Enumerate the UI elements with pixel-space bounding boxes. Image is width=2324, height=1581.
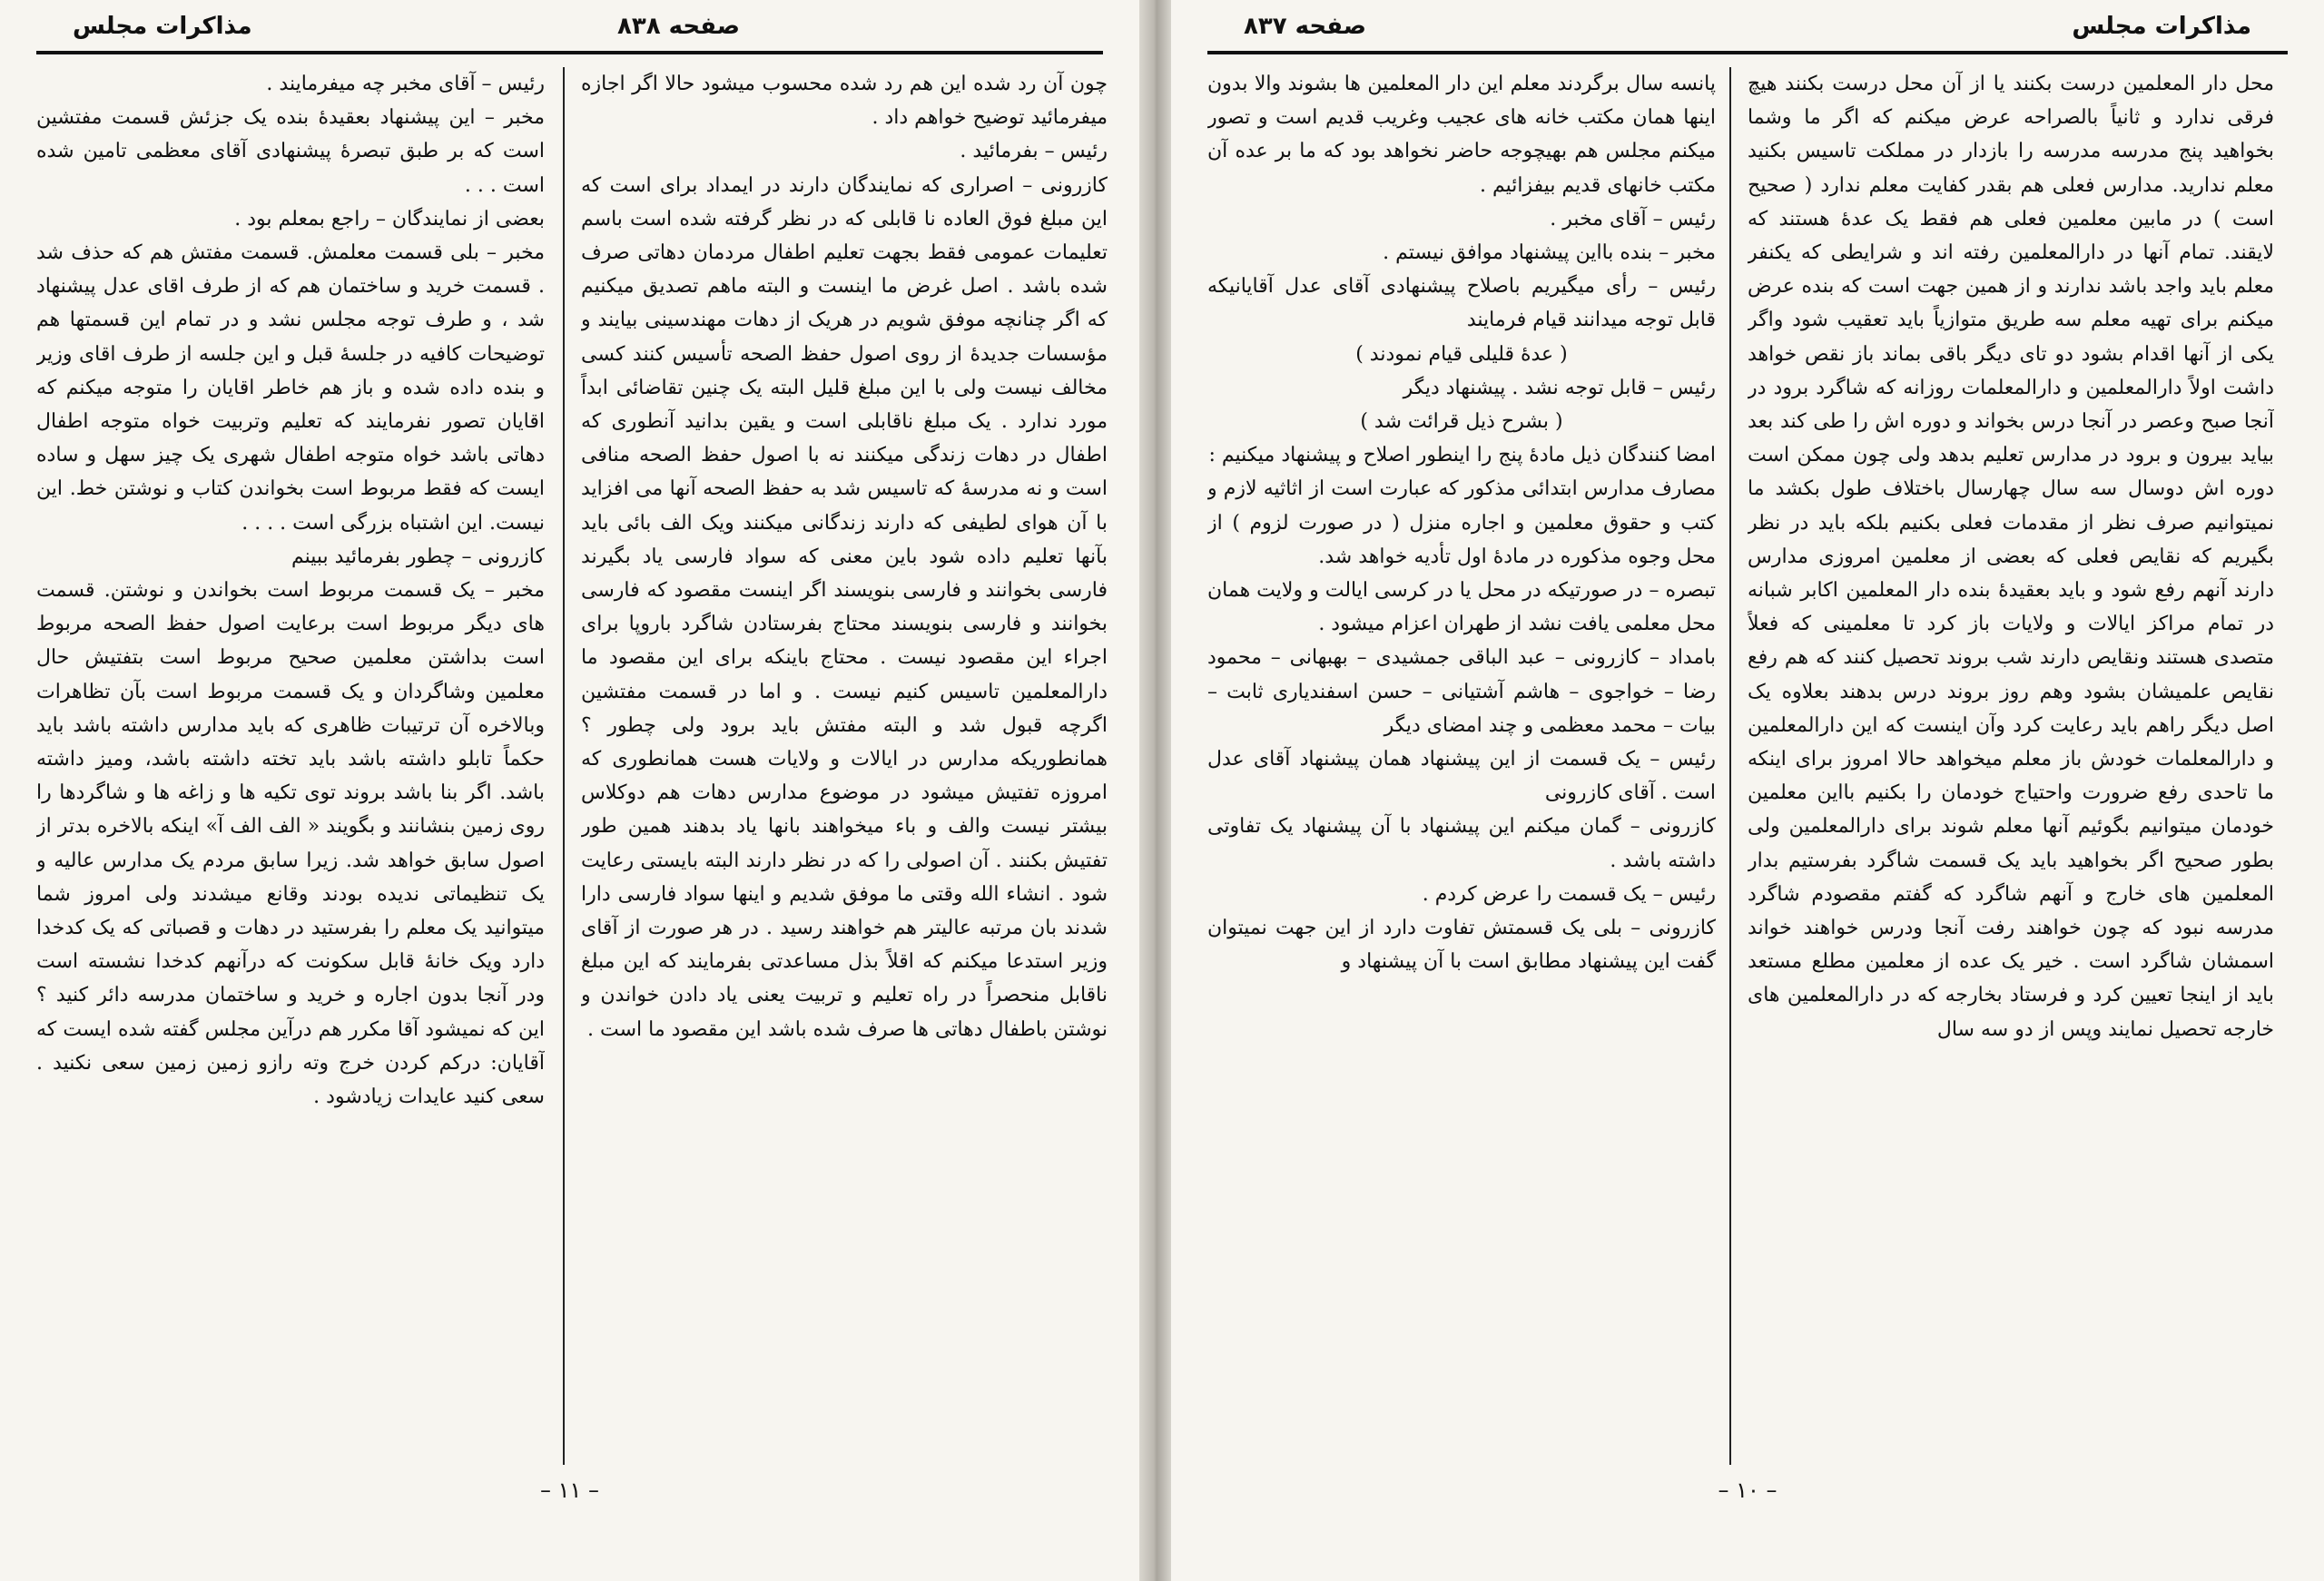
paragraph: رئیس – آقای مخبر چه میفرمایند . [266,73,545,95]
paragraph: رئیس – قابل توجه نشد . پیشنهاد دیگر [1403,376,1716,399]
paragraph: بامداد – کازرونی – عبد الباقی جمشیدی – بهبهانی – محمود رضا – خواجوی – هاشم آشتیانی – حسن اسفندیاری ثابت – بیات – محمد معظمی و چند امضای دیگر [1207,646,1716,737]
paragraph: بعضی از نمایندگان – راجع بمعلم بود . [234,207,545,231]
right-page-column-right [1748,67,2274,1465]
right-page-column-left [1207,67,1716,1465]
right-page-header [1207,13,2288,49]
left-page-column-left [36,67,545,1465]
paragraph: رئیس – یک قسمت از این پیشنهاد همان پیشنهاد آقای عدل است . آقای کازرونی [1207,748,1716,805]
right-page [1171,0,2324,1581]
right-page-title: مذاکرات مجلس [2072,13,2251,40]
left-page [0,0,1139,1581]
left-header-rule [36,51,1103,54]
paragraph: محل دار المعلمین درست بکنند یا از آن محل درست بکنند هیچ فرقی ندارد و ثانیاً بالصراحه عرض میکنم که اگر ما وشما بخواهید پنج مدرسه مدرسه را بازدار در مملکت تاسیس بکنید معلم ندارید. مدارس فعلی هم بقدر کفایت معلم ندارد ( صحیح است ) در مابین معلمین فعلی هم فقط یک عدهٔ هستند که لایقند. تمام آنها در دارالمعلمین رفته اند و شرایطی که یکنفر معلم باید واجد باشد ندارند و از همین جهت است که بنده عرض میکنم برای تهیه معلم سه طریق متوازیاً باید تعقیب شود واگر یکی از آنها اقدام بشود دو تای دیگر باقی بماند باز نقص خواهد داشت اولاً دارالمعلمین و دارالمعلمات روزانه که شاگرد برود در آنجا صبح وعصر در آنجا درس بخواند و دوره اش را طی کند بعد بیاید بیرون و برود در مدارس تعلیم بدهد ولی چون ممکن است دوره اش دوسال سه سال چهارسال باختلاف طول بکشد ما نمیتوانیم صرف نظر از مقدمات فعلی بکنیم بلکه باید در نظر بگیریم که نقایص فعلی که بعضی از معلمین امروزی مدارس دارند آنهم رفع شود و باید بعقیدهٔ بنده دار المعلمین اکابر شبانه در تمام مراکز ایالات و ولایات باز کرد تا معلمینی که فعلاً متصدی هستند ونقایص دارند شب بروند تحصیل کنند که هم رفع نقایص علمیشان بشود وهم روز بروند درس بدهند بعلاوه یک اصل دیگر راهم باید رعایت کرد وآن اینست که این دارالمعلمین و دارالمعلمات خودش باز معلم میخواهد حالا امروز برای اینکه ما تاحدی رفع ضرورت واحتیاج خودمان را بکنیم بااین معلمین خودمان میتوانیم بگوئیم آنها معلم شوند برای دارالمعلمین ولی بطور صحیح اگر بخواهید باید یک قسمت شاگرد بفرستیم بدار المعلمین های خارج و آنهم شاگرد که گفتم مقصودم شاگرد مدرسه نبود که چون خواهند رفت آنجا ودرس خواهند خواند اسمشان شاگرد است . خیر یک عده از معلمین مطلع مستعد باید از اینجا تعیین کرد و فرستاد بخارجه که در دارالمعلمین های خارجه تحصیل نمایند وپس از دو سه سال [1748,73,2274,1041]
left-page-title: مذاکرات مجلس [73,13,252,40]
left-page-column-right [581,67,1108,1465]
paragraph: رئیس – رأی میگیریم باصلاح پیشنهادی آقای عدل آقایانیکه قابل توجه میدانند قیام فرمایند [1207,275,1716,332]
paragraph: مصارف مدارس ابتدائی مذکور که عبارت است از اثاثیه لازم و کتب و حقوق معلمین و اجاره منزل ( در صورت لزوم ) از محل وجوه مذکوره در مادهٔ اول تأدیه خواهد شد. [1207,477,1716,568]
paragraph: چون آن رد شده این هم رد شده محسوب میشود حالا اگر اجازه میفرمائید توضیح خواهم داد . [581,73,1108,130]
right-page-footer-number: – ۱۰ – [1718,1478,1777,1503]
right-page-footer [1171,1478,2324,1503]
right-header-rule [1207,51,2288,54]
paragraph: تبصره – در صورتیکه در محل یا در کرسی ایالت و ولایت همان محل معلمی یافت نشد از طهران اعزام میشود . [1207,579,1716,636]
left-page-column-divider [563,67,565,1465]
right-page-number: صفحه ۸۳۷ [1244,13,1367,40]
paragraph: کازرونی – اصراری که نمایندگان دارند در ایمداد برای است که این مبلغ فوق العاده نا قابلی که در نظر گرفته شده است باسم تعلیمات عمومی فقط بجهت تعلیم اطفال مردمان دهاتی صرف شده باشد . اصل غرض ما اینست و البته ماهم تصدیق میکنیم که اگر چنانچه موفق شویم در هریک از دهات مهندسینی بیایند و مؤسسات جدیدهٔ از روی اصول حفظ الصحه تأسیس کنند کسی مخالف نیست ولی با این مبلغ قلیل البته یک چنین تقاضائی ابداً مورد ندارد . یک مبلغ ناقابلی است و یقین بدانید آنطوری که اطفال در دهات زندگی میکنند نه با اصول حفظ الصحه منافی است و نه مدرسهٔ که تاسیس شد به حفظ الصحه آنها می افزاید با آن هوای لطیفی که دارند زندگانی میکنند ویک الف بائی باید بآنها تعلیم داده شود باین معنی که سواد فارسی یاد بگیرند فارسی بخوانند و فارسی بنویسند اگر اینست مقصود که فارسی بخوانند و فارسی بنویسند محتاج بفرستادن شاگرد باروپا برای اجراء این مقصود نیست . محتاج باینکه برای این مقصود ما دارالمعلمین تاسیس کنیم نیست . و اما در قسمت مفتشین اگرچه قبول شد و البته مفتش باید برود ولی چطور ؟ همانطوریکه مدارس در ایالات و ولایات هست همانطوری که امروزه تفتیش میشود در موضوع مدارس دهات هم دوکلاس بیشتر نیست والف و باء میخواهند بانها یاد بدهند همین طور تفتیش بکنند . آن اصولی را که در نظر دارند البته بایستی رعایت شود . انشاء الله وقتی ما موفق شدیم و اینها سواد فارسی دارا شدند بان مرتبه عالیتر هم خواهند رسید . در هر صورت از آقای وزیر استدعا میکنم که اقلاً بذل مساعدتی بفرمایند که این مبلغ ناقابل منحصراً در راه تعلیم و تربیت یعنی یاد دادن خواندن و نوشتن باطفال دهاتی ها صرف شده باشد این مقصود ما است . [581,173,1108,1041]
paragraph: کازرونی – چطور بفرمائید ببینم [291,545,545,568]
left-page-footer-number: – ۱۱ – [539,1478,600,1503]
paragraph: مخبر – بنده بااین پیشنهاد موافق نیستم . [1383,241,1716,265]
paragraph: کازرونی – گمان میکنم این پیشنهاد با آن پیشنهاد یک تفاوتی داشته باشد . [1207,815,1716,872]
paragraph: رئیس – آقای مخبر . [1550,207,1716,231]
paragraph: مخبر – بلی قسمت معلمش. قسمت مفتش هم که حذف شد . قسمت خرید و ساختمان هم که از طرف اقای عدل پیشنهاد شد ، و طرف توجه مجلس نشد و در تمام این قسمتها هم توضیحات کافیه در جلسهٔ قبل و این جلسه از طرف اقای وزیر و بنده داده شده و باز هم خاطر اقایان را متوجه میکنم که اقایان تصور نفرمایند که تعلیم وتربیت خواه متوجه اطفال دهاتی باشد خواه متوجه اطفال شهری یک چیز سهل و ساده ایست که فقط مربوط است بخواندن کتاب و نوشتن خط. این نیست. این اشتباه بزرگی است . . . . [36,241,545,535]
book-gutter [1139,0,1171,1581]
paragraph: پانسه سال برگردند معلم این دار المعلمین ها بشوند والا بدون اینها همان مکتب خانه های عجیب وغریب قدیم است و تصور میکنم مجلس هم بهیچوجه حاضر نخواهد بود که ما بر عده آن مکتب خانهای قدیم بیفزائیم . [1207,73,1716,197]
right-page-column-divider [1729,67,1731,1465]
paragraph: کازرونی – بلی یک قسمتش تفاوت دارد از این جهت نمیتوان گفت این پیشنهاد مطابق است با آن پیشنهاد و [1207,917,1716,974]
left-page-footer [0,1478,1139,1503]
paragraph: امضا کنندگان ذیل مادهٔ پنج را اینطور اصلاح و پیشنهاد میکنیم : [1208,444,1716,467]
paragraph: ( عدهٔ قلیلی قیام نمودند ) [1355,342,1568,366]
left-page-number: صفحه ۸۳۸ [617,13,741,40]
paragraph: مخبر – یک قسمت مربوط است بخواندن و نوشتن. قسمت های دیگر مربوط است برعایت اصول حفظ الصحه مربوط است بداشتن معلمین صحیح مربوط است بتفتیش حال معلمین وشاگردان و یک قسمت مربوط است بآن تظاهرات وبالاخره آن ترتیبات ظاهری که باید مدارس داشته باشد باید حکماً تابلو داشته باشد باید تخته داشته باشد، ومیز داشته باشد. اگر بنا باشد بروند توی تکیه ها و زاغه ها و شاگردها را روی زمین بنشانند و بگویند « الف الف آ» اینکه بالاخره بدتر از اصول سابق خواهد شد. زیرا سابق مردم یک مدارس عالیه و یک تنظیماتی ندیده بودند وقانع میشدند ولی امروز شما میتوانید یک معلم را بفرستید در دهات و قصباتی که یک کدخدا دارد ویک خانهٔ قابل سکونت که درآنهم کدخدا نشسته است ودر آنجا بدون اجاره و خرید و ساختمان مدرسه دائر کنید ؟ این که نمیشود آقا مکرر هم درآین مجلس گفته شده ایست که آقایان: درکم کردن خرج وته رازو زمین زمین سعی نکنید . سعی کنید عایدات زیادشود . [36,579,545,1109]
paragraph: ( بشرح ذیل قرائت شد ) [1360,410,1563,434]
paragraph: رئیس – یک قسمت را عرض کردم . [1422,882,1716,906]
paragraph: مخبر – این پیشنهاد بعقیدهٔ بنده یک جزئش قسمت مفتشین است که بر طبق تبصرهٔ پیشنهادی آقای معظمی تامین شده است . . . [36,106,545,197]
paragraph: رئیس – بفرمائید . [960,140,1108,163]
left-page-header [36,13,1103,49]
